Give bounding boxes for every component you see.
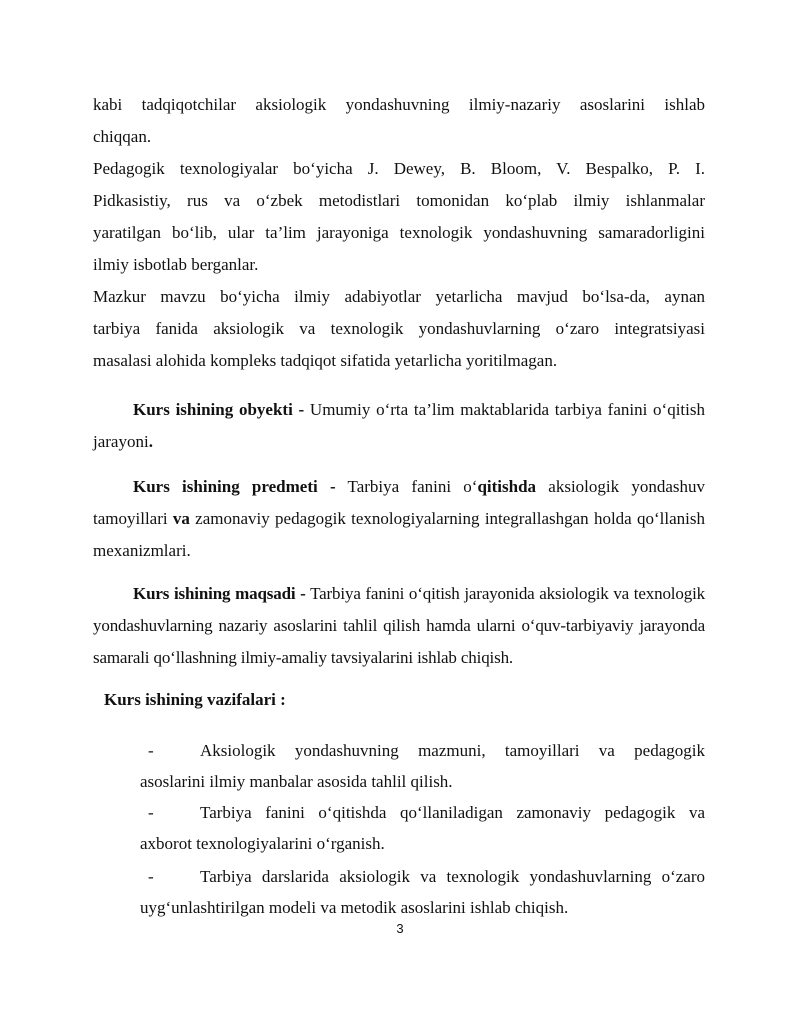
paragraph-line: kabi tadqiqotchilar aksiologik yondashuvning ilmiy-nazariy asoslarini ishlab <box>93 95 705 114</box>
list-dash: - <box>148 803 154 822</box>
list-item-line: asoslarini ilmiy manbalar asosida tahlil qilish. <box>140 772 453 791</box>
paragraph-line: masalasi alohida kompleks tadqiqot sifatida yetarlicha yoritilmagan. <box>93 351 558 370</box>
list-item <box>140 797 705 859</box>
course-goal-paragraph <box>93 578 705 674</box>
course-subject-bold: va <box>172 509 190 528</box>
list-item-line: uyg‘unlashtirilgan modeli va metodik asoslarini ishlab chiqish. <box>140 898 569 917</box>
paragraph-line: tarbiya fanida aksiologik va texnologik yondashuvlarning o‘zaro integratsiyasi <box>93 319 705 338</box>
course-object-label: Kurs ishining obyekti - <box>133 400 305 419</box>
paragraph-line: yaratilgan bo‘lib, ular ta’lim jarayoniga texnologik yondashuvning samaradorligini <box>93 223 705 242</box>
course-object-text: Umumiy o‘rta ta’lim maktablarida tarbiya fanini o‘qitish jarayoni <box>93 400 705 451</box>
course-subject-label: Kurs ishining predmeti - <box>133 477 336 496</box>
page-number: 3 <box>396 921 404 936</box>
list-item-line: axborot texnologiyalarini o‘rganish. <box>140 834 385 853</box>
paragraph-line: Pedagogik texnologiyalar bo‘yicha J. Dewey, B. Bloom, V. Bespalko, P. I. <box>93 159 705 178</box>
course-object-end: . <box>148 432 153 451</box>
paragraph-line: Pidkasistiy, rus va o‘zbek metodistlari tomonidan ko‘plab ilmiy ishlanmalar <box>93 191 705 210</box>
list-dash: - <box>148 741 154 760</box>
course-goal-text: Tarbiya fanini o‘qitish jarayonida aksiologik va texnologik yondashuvlarning nazariy asoslarini tahlil qilish hamda ularni o‘quv-tarbiyaviy jarayonda samarali qo‘llashning ilmiy-amaliy tavsiyalarini ishlab chiqish. <box>93 584 705 667</box>
course-subject-text: zamonaviy pedagogik texnologiyalarning integrallashgan holda qo‘llanish mexanizmlari. <box>93 509 705 560</box>
list-dash: - <box>148 867 154 886</box>
list-item-line: Tarbiya fanini o‘qitishda qo‘llaniladigan zamonaviy pedagogik va <box>200 803 705 822</box>
list-item <box>140 861 705 923</box>
course-subject-bold: qitishda <box>477 477 537 496</box>
course-subject-text: Tarbiya fanini o‘ <box>335 477 478 496</box>
list-item-line: Tarbiya darslarida aksiologik va texnologik yondashuvlarning o‘zaro <box>200 867 705 886</box>
course-tasks-heading: Kurs ishining vazifalari : <box>104 690 286 709</box>
list-item <box>140 735 705 797</box>
course-subject-text: aksiologik yondashuv tamoyillari <box>93 477 705 528</box>
course-object-paragraph <box>93 394 705 458</box>
course-subject-paragraph <box>93 471 705 567</box>
paragraph-line: chiqqan. <box>93 127 152 146</box>
paragraph-line: Mazkur mavzu bo‘yicha ilmiy adabiyotlar yetarlicha mavjud bo‘lsa-da, aynan <box>93 287 705 306</box>
paragraph-line: ilmiy isbotlab berganlar. <box>93 255 259 274</box>
list-item-line: Aksiologik yondashuvning mazmuni, tamoyillari va pedagogik <box>200 741 705 760</box>
course-goal-label: Kurs ishining maqsadi - <box>133 584 306 603</box>
